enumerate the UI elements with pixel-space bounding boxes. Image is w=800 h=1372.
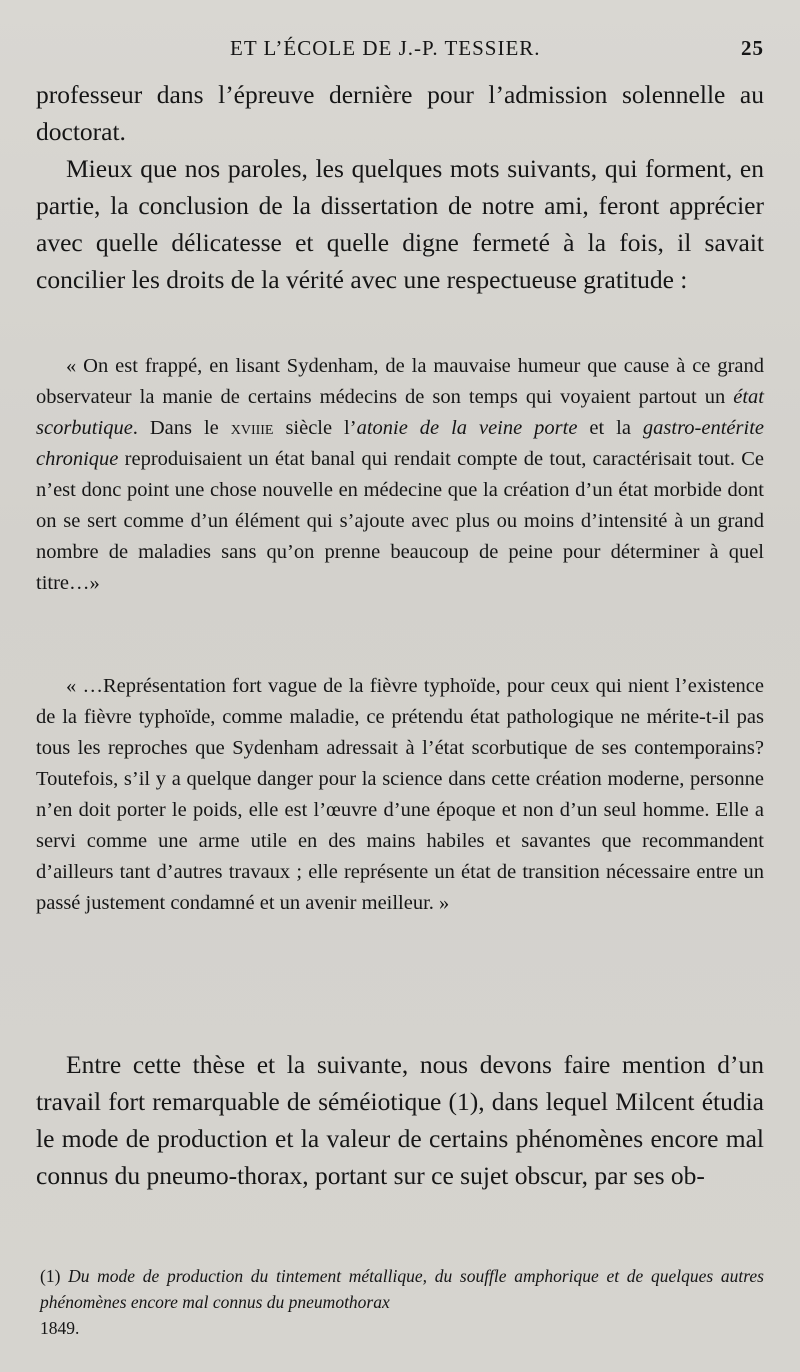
quote-1-emphasis-d: atonie de la veine porte bbox=[356, 417, 578, 439]
paragraph-continuation bbox=[36, 76, 764, 150]
quote-1 bbox=[36, 351, 764, 599]
quote-1-part-a: « On est frappé, en lisant Sydenham, de la mauvaise humeur que cause à ce grand observateur la manie de certains médecins de son temps qui voyaient partout un bbox=[36, 355, 764, 408]
quote-2 bbox=[36, 671, 764, 919]
paragraph-intro-quote bbox=[36, 150, 764, 298]
footnote-number: (1) bbox=[40, 1266, 61, 1286]
quote-1-emphasis-e: gastro-entérite chronique bbox=[36, 417, 764, 470]
quote-1-part-d: siècle l’ bbox=[273, 417, 357, 439]
quote-1-emphasis-a: état scorbutique bbox=[36, 386, 764, 439]
paragraph-3: Entre cette thèse et la suivante, nous devons faire mention d’un travail fort remarquable de séméiotique (1), dans lequel Milcent étudia le mode de production et la valeur de certains phénomènes encore mal connus du pneumo-thorax, portant sur ce sujet obscur, par ses ob- bbox=[36, 1050, 764, 1190]
quote-1-century: xviiie bbox=[230, 417, 274, 439]
quote-1-part-b: . Dans le bbox=[132, 417, 231, 439]
quote-1-part-e: et la bbox=[577, 417, 643, 439]
footnote-text: Du mode de production du tintement métallique, du souffle amphorique et de quelques autres phénomènes encore mal connus du pneumothorax bbox=[40, 1266, 764, 1312]
footnote bbox=[40, 1263, 764, 1341]
paragraph-2: Mieux que nos paroles, les quelques mots suivants, qui forment, en partie, la conclusion de la dissertation de notre ami, feront apprécier avec quelle délicatesse et quelle digne fermeté à la fois, il savait concilier les droits de la vérité avec une respectueuse gratitude : bbox=[36, 154, 764, 294]
quote-2-text: « …Représentation fort vague de la fièvre typhoïde, pour ceux qui nient l’existence de la fièvre typhoïde, comme maladie, ce prétendu état pathologique ne mérite-t-il pas tous les reproches que Sydenham adressait à l’état scorbutique de ses contemporains? Toutefois, s’il y a quelque danger pour la science dans cette création moderne, personne n’en doit porter le poids, elle est l’œuvre d’une époque et non d’un seul homme. Elle a servi comme une arme utile en des mains habiles et savantes que recommandent d’ailleurs tant d’autres travaux ; elle représente un état de transition nécessaire entre un passé justement condamné et un avenir meilleur. » bbox=[36, 675, 764, 914]
paragraph-milcent bbox=[36, 1046, 764, 1194]
paragraph-1: professeur dans l’épreuve dernière pour l’admission solennelle au doctorat. bbox=[36, 80, 764, 146]
footnote-year: 1849. bbox=[40, 1318, 80, 1338]
quote-1-part-f: reproduisaient un état banal qui rendait compte de tout, caractérisait tout. Ce n’est donc point une chose nouvelle en médecine que la création d’un état morbide dont on se sert comme d’un élément qui s’ajoute avec plus ou moins d’intensité à un grand nombre de maladies sans qu’on prenne beaucoup de peine pour déterminer à quel titre…» bbox=[36, 448, 764, 594]
running-header bbox=[36, 36, 764, 66]
page-number: 25 bbox=[741, 36, 764, 60]
quote-1-text bbox=[36, 351, 764, 599]
running-title: ET L’ÉCOLE DE J.-P. TESSIER. bbox=[230, 36, 541, 60]
